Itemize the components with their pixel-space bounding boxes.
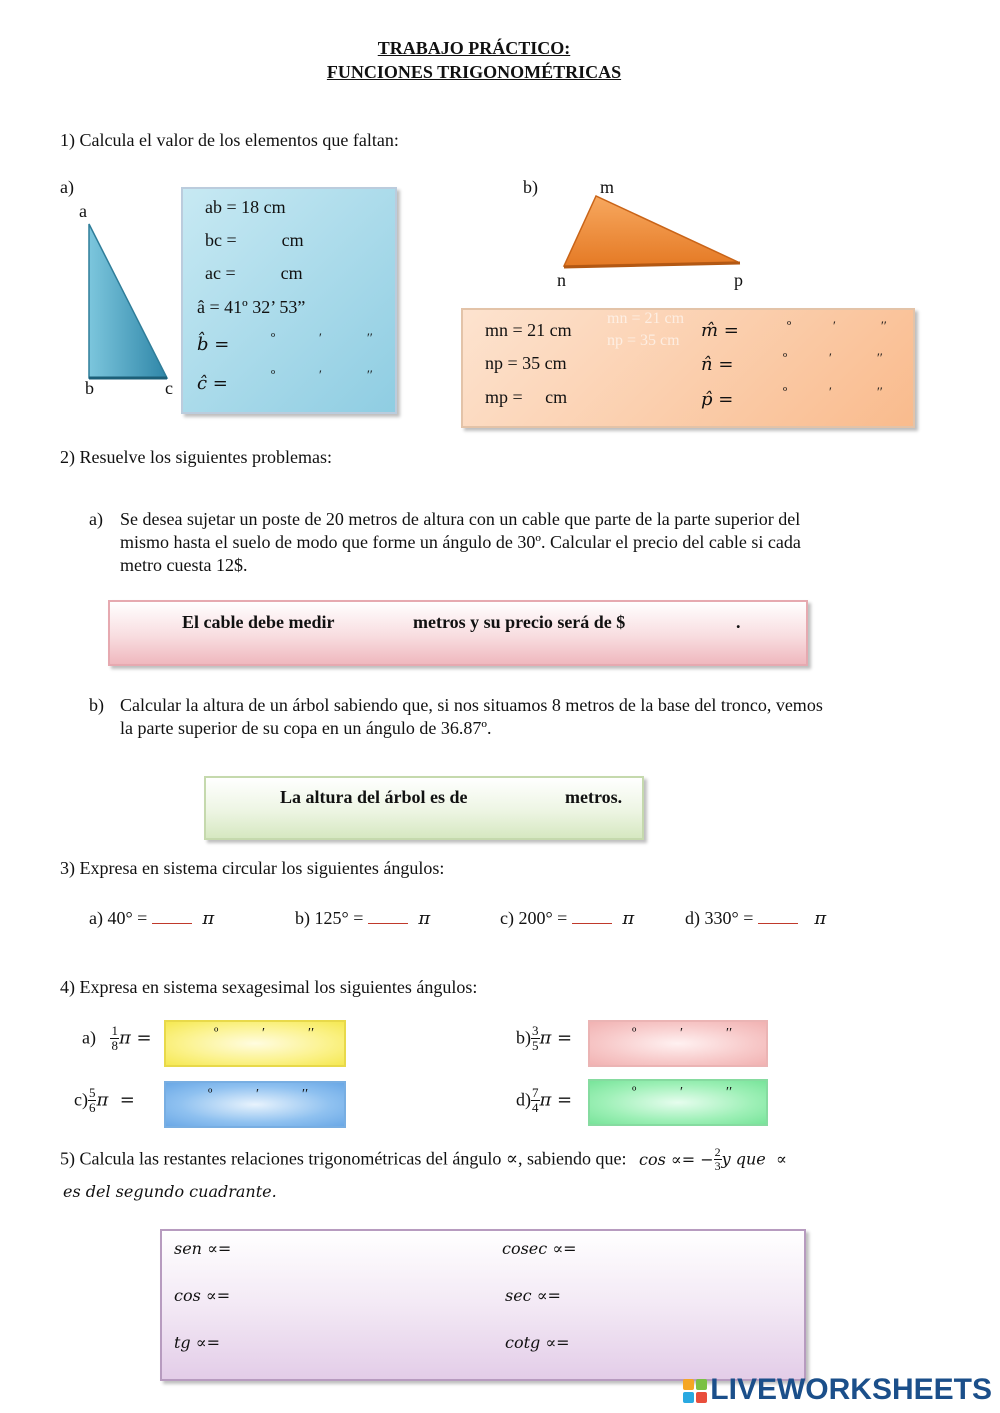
q1b-line-mn: mn = 21 cm [485, 320, 572, 340]
q1b-angle-m: m̂ = [701, 320, 739, 341]
q1a-angle-c-deg[interactable]: º [271, 367, 276, 382]
q1b-angle-n-sec[interactable]: ′′ [877, 350, 883, 365]
page-title-line1: TRABAJO PRÁCTICO: [377, 38, 571, 58]
q4-d-min: ′ [680, 1085, 684, 1100]
q4-b-min: ′ [680, 1026, 684, 1041]
q2a-text-line1: Se desea sujetar un poste de 20 metros de altura con un cable que parte de la parte superior del [120, 509, 801, 529]
vertex-m-label: m [600, 177, 615, 197]
q1b-angle-p-min[interactable]: ′ [829, 384, 832, 399]
q1b-line-mp[interactable]: mp = cm [485, 387, 568, 407]
q4-prompt: 4) Expresa en sistema sexagesimal los siguientes ángulos: [60, 977, 478, 997]
q3-item-b-input[interactable] [368, 907, 408, 924]
triangle-mnp [560, 192, 745, 272]
q2b-answer-box [204, 776, 644, 840]
q2a-answer-part2: metros y su precio será de $ [413, 612, 626, 632]
q1b-label: b) [523, 177, 538, 197]
q4-item-b-pi: π = [539, 1027, 573, 1049]
q4-item-c-fraction: $\frac{5}{6}$ [88, 1085, 96, 1115]
q2a-label: a) [89, 509, 103, 529]
q1a-angle-b-sec[interactable]: ′′ [367, 330, 373, 345]
q2a-answer-blank-price[interactable] [658, 612, 734, 634]
q3-item-b [295, 907, 430, 929]
q1b-angle-n: n̂ = [701, 354, 734, 375]
q1b-angle-p-deg[interactable]: º [783, 384, 788, 399]
q4-item-c [74, 1086, 135, 1114]
q1a-line-bc[interactable]: bc = cm [205, 230, 304, 250]
q1a-label: a) [60, 177, 74, 197]
q5-condition: cos ∝= − [639, 1149, 714, 1169]
q5-condition-tail: y que ∝ [721, 1149, 787, 1169]
q1a-angle-c-sec[interactable]: ′′ [367, 367, 373, 382]
q2b-label: b) [89, 695, 104, 715]
q2a-answer-part1: El cable debe medir [182, 612, 335, 632]
q3-item-c-pi: π [622, 908, 635, 929]
q1b-ghost-text-2: np = 35 cm [607, 332, 680, 349]
q1b-line-np: np = 35 cm [485, 353, 567, 373]
q3-item-a-pi: π [202, 908, 215, 929]
q4-c-sec: ′′ [302, 1087, 309, 1102]
q5-sen[interactable]: sen ∝= [174, 1239, 232, 1258]
q1b-angle-p: p̂ = [701, 389, 734, 410]
q3-item-d-pi: π [814, 908, 827, 929]
q4-item-a-pi: π = [118, 1027, 152, 1049]
q4-b-deg: º [632, 1026, 637, 1041]
q2b-text-line2: la parte superior de su copa en un ángulo de 36.87º. [120, 718, 492, 738]
vertex-p-label: p [734, 270, 743, 290]
q5-tg[interactable]: tg ∝= [174, 1333, 220, 1352]
q1a-angle-c: ĉ = [197, 373, 228, 394]
q5-answer-box [160, 1229, 806, 1381]
q1a-line-ab: ab = 18 cm [205, 197, 286, 217]
q1b-angle-m-sec[interactable]: ′′ [881, 318, 887, 333]
q1a-line-ac[interactable]: ac = cm [205, 263, 303, 283]
q5-cos[interactable]: cos ∝= [174, 1286, 231, 1305]
q4-item-a-answer-box[interactable] [164, 1020, 346, 1067]
q4-item-b-label: b) [516, 1027, 531, 1048]
q1b-angle-n-deg[interactable]: º [783, 350, 788, 365]
q4-item-d-label: d) [516, 1089, 531, 1110]
q5-cotg[interactable]: cotg ∝= [505, 1333, 570, 1352]
q4-c-min: ′ [256, 1087, 260, 1102]
q5-prompt-line [60, 1146, 787, 1172]
page-title-line2: FUNCIONES TRIGONOMÉTRICAS [326, 62, 622, 82]
q2a-answer-blank-meters[interactable] [356, 612, 410, 634]
q4-item-b-answer-box[interactable] [588, 1020, 768, 1067]
q1a-angle-b-deg[interactable]: º [271, 330, 276, 345]
q4-item-b-fraction: $\frac{3}{5}$ [532, 1023, 539, 1053]
q4-d-sec: ′′ [726, 1085, 733, 1100]
q4-item-a-label: a) [82, 1027, 96, 1048]
q3-item-d-label: d) 330° = [685, 908, 754, 928]
q1a-line-angle-a: â = 41º 32’ 53” [197, 297, 306, 317]
q4-item-d-answer-box[interactable] [588, 1079, 768, 1126]
q2b-answer-blank[interactable] [496, 787, 562, 809]
q1b-angle-p-sec[interactable]: ′′ [877, 384, 883, 399]
q4-item-c-pi: π = [96, 1089, 135, 1111]
q2b-text-line1: Calcular la altura de un árbol sabiendo que, si nos situamos 8 metros de la base del tronco, vemos [120, 695, 823, 715]
q4-a-min: ′ [262, 1026, 266, 1041]
q4-item-b [516, 1024, 572, 1052]
q5-prompt: 5) Calcula las restantes relaciones trigonométricas del ángulo ∝, sabiendo que: [60, 1148, 627, 1169]
q1a-angle-b: b̂ = [197, 334, 230, 355]
q4-item-a [82, 1024, 152, 1052]
q2a-answer-box [108, 600, 808, 666]
q1a-angle-b-min[interactable]: ′ [319, 330, 322, 345]
q5-condition-fraction: $\frac{2}{3}$ [714, 1145, 721, 1173]
q3-item-a-label: a) 40° = [89, 908, 148, 928]
q4-d-deg: º [632, 1085, 637, 1100]
q3-item-a [89, 907, 214, 929]
q4-item-d [516, 1086, 572, 1114]
triangle-abc [85, 220, 175, 385]
q5-sec[interactable]: sec ∝= [505, 1286, 561, 1305]
q1b-ghost-text-1: mn = 21 cm [607, 310, 685, 327]
q1a-data-box [181, 187, 397, 414]
q4-item-d-pi: π = [539, 1089, 573, 1111]
vertex-a-label: a [79, 201, 87, 221]
q3-item-c-label: c) 200° = [500, 908, 568, 928]
q1b-angle-m-min[interactable]: ′ [833, 318, 836, 333]
q3-item-b-pi: π [418, 908, 431, 929]
q3-item-a-input[interactable] [152, 907, 192, 924]
liveworksheets-text: LIVEWORKSHEETS [710, 1373, 992, 1406]
q2-prompt: 2) Resuelve los siguientes problemas: [60, 447, 332, 467]
q4-a-deg: º [214, 1026, 219, 1041]
q3-item-c [500, 907, 634, 929]
q4-a-sec: ′′ [308, 1026, 315, 1041]
q1a-angle-c-min[interactable]: ′ [319, 367, 322, 382]
q3-item-d-input[interactable] [758, 907, 798, 924]
q4-c-deg: º [208, 1087, 213, 1102]
q2a-answer-part3: . [736, 612, 741, 632]
q1-prompt: 1) Calcula el valor de los elementos que faltan: [60, 130, 399, 150]
q5-line2: es del segundo cuadrante. [63, 1182, 277, 1201]
q3-item-d [685, 907, 826, 929]
q1b-angle-n-min[interactable]: ′ [829, 350, 832, 365]
q3-item-c-input[interactable] [572, 907, 612, 924]
q1b-angle-m-deg[interactable]: º [787, 318, 792, 333]
q2a-text-line2: mismo hasta el suelo de modo que forme un ángulo de 30º. Calcular el precio del cable si cada [120, 532, 801, 552]
q2b-answer-part2: metros. [565, 787, 623, 807]
q2a-text-line3: metro cuesta 12$. [120, 555, 248, 575]
liveworksheets-icon [683, 1379, 707, 1403]
q4-b-sec: ′′ [726, 1026, 733, 1041]
q4-item-d-fraction: $\frac{7}{4}$ [532, 1085, 539, 1115]
q4-item-a-fraction: $\frac{1}{8}$ [111, 1023, 118, 1053]
q3-prompt: 3) Expresa en sistema circular los siguientes ángulos: [60, 858, 445, 878]
q2b-answer-part1: La altura del árbol es de [280, 787, 468, 807]
q1b-data-box [461, 308, 915, 428]
vertex-b-label: b [85, 378, 94, 398]
q3-item-b-label: b) 125° = [295, 908, 364, 928]
vertex-n-label: n [557, 270, 566, 290]
q4-item-c-label: c) [74, 1089, 88, 1110]
q5-cosec[interactable]: cosec ∝= [502, 1239, 577, 1258]
liveworksheets-logo [683, 1373, 992, 1407]
q4-item-c-answer-box[interactable] [164, 1081, 346, 1128]
vertex-c-label: c [165, 378, 173, 398]
